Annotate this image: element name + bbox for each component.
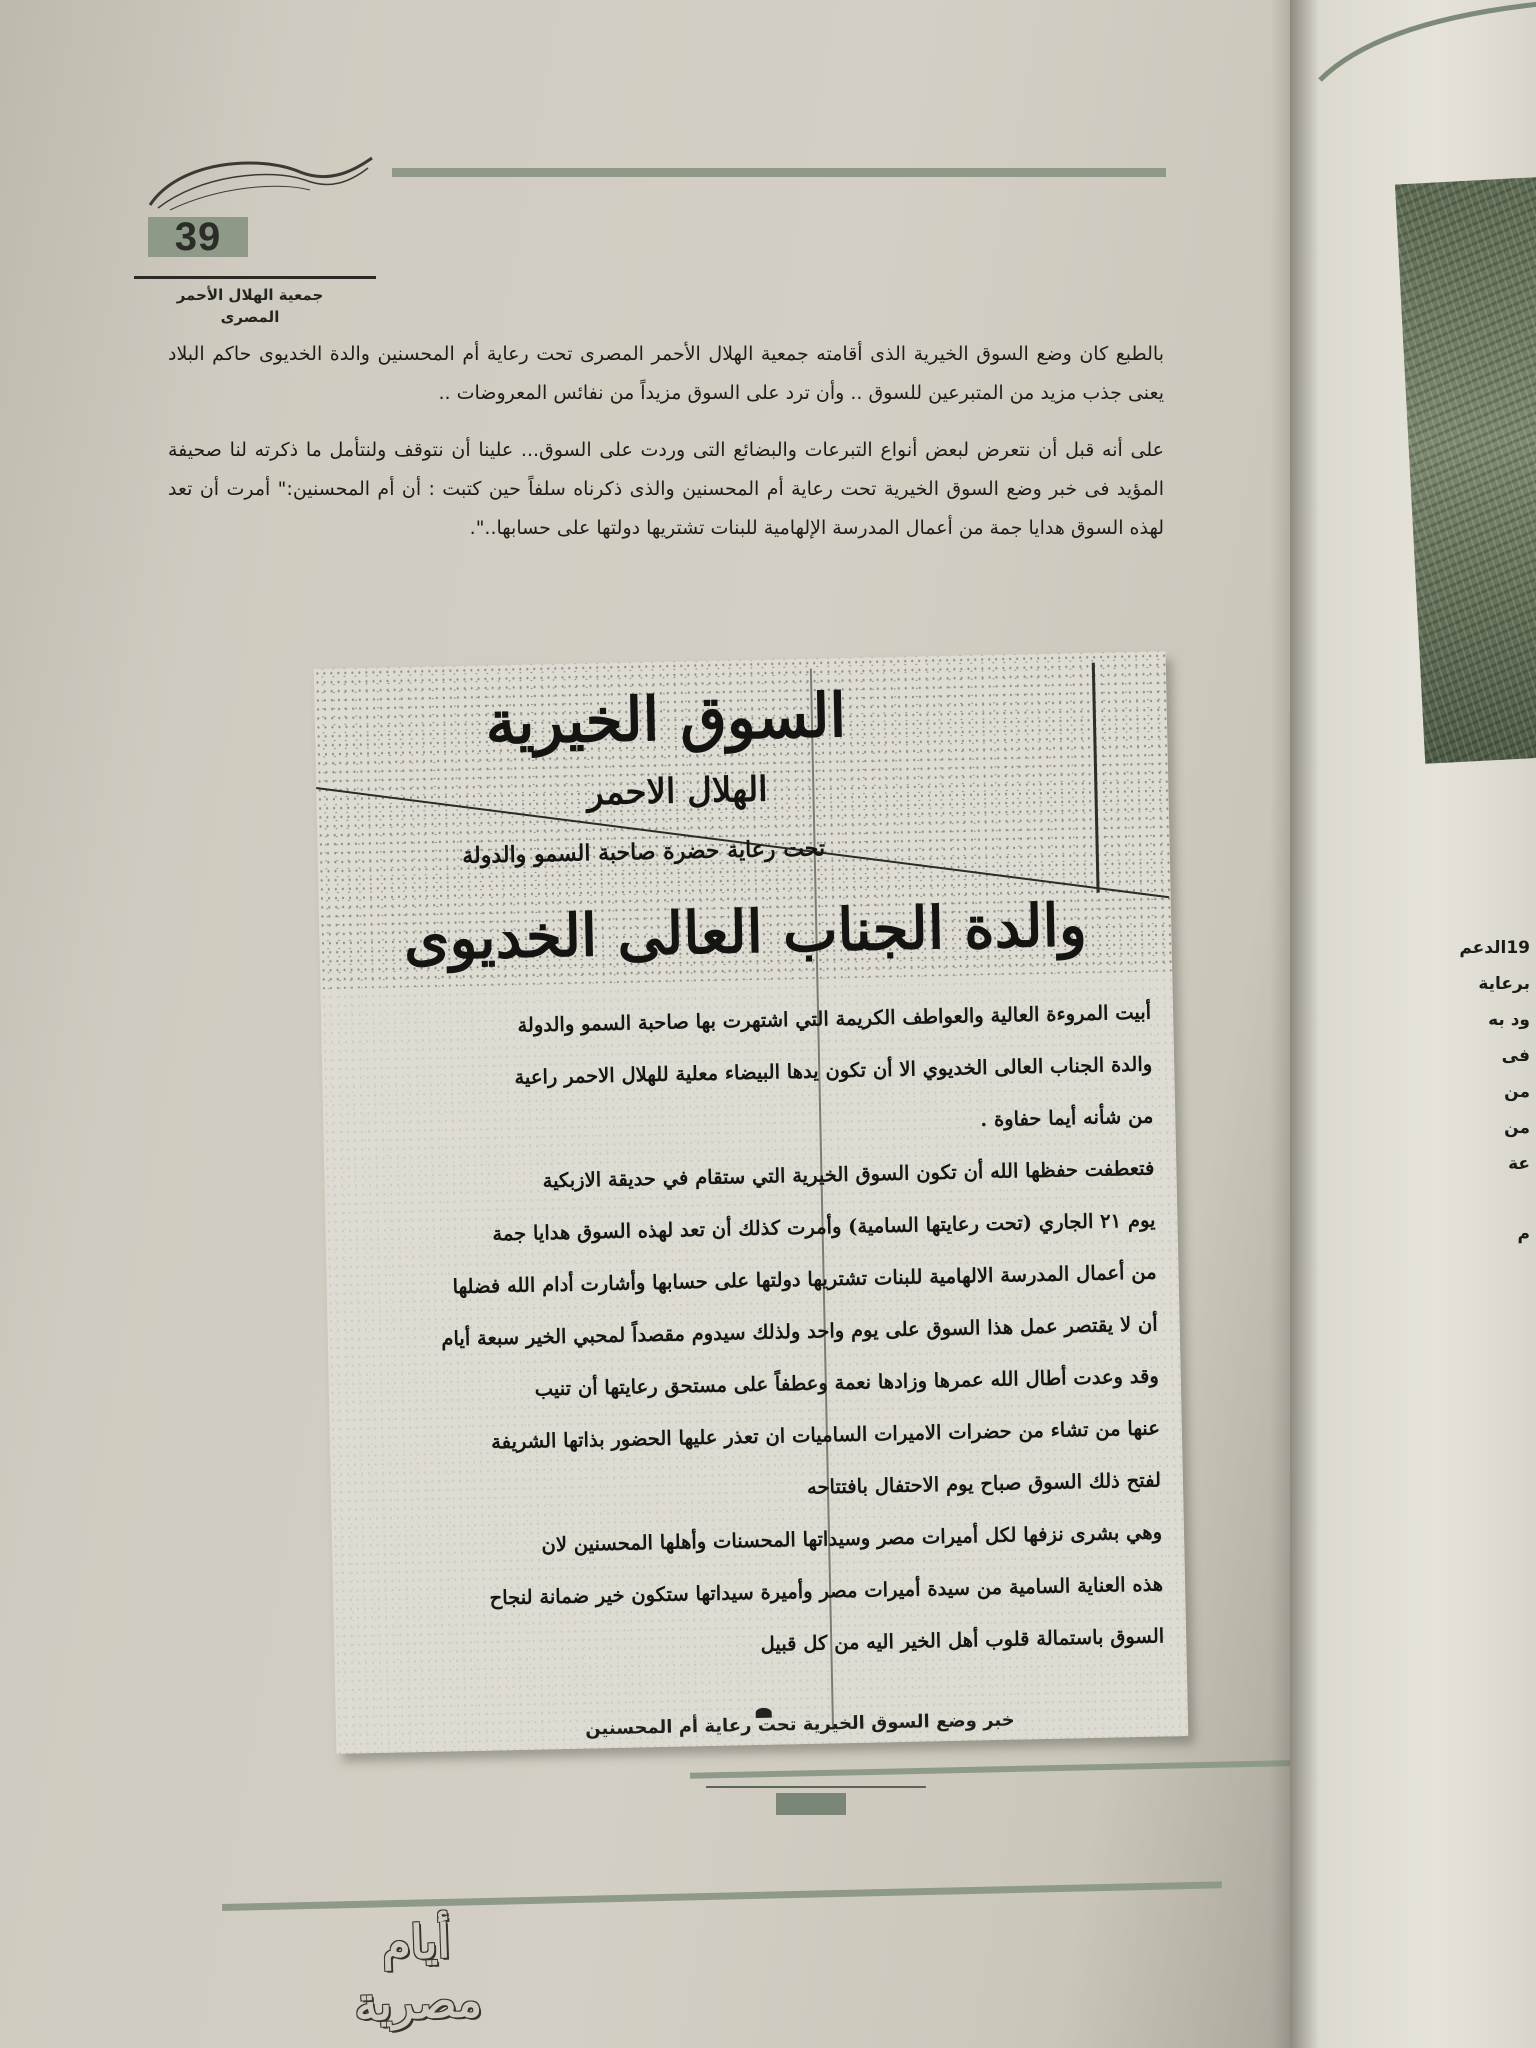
right-page-line: من	[1504, 1118, 1530, 1138]
right-page-text	[1440, 930, 1530, 1252]
right-page-line: فى	[1501, 1046, 1530, 1066]
clipping-line: من شأنه أيما حفاوة .	[980, 1104, 1154, 1132]
header-rule	[392, 168, 1166, 177]
caption-underline	[706, 1786, 926, 1788]
clipping-line: أبيت المروءة العالية والعواطف الكريمة التي اشتهرت بها صاحبة السمو والدولة	[517, 1000, 1152, 1037]
clipping-line: لفتح ذلك السوق صباح يوم الاحتفال بافتتاحه	[806, 1468, 1162, 1499]
body-text	[168, 335, 1164, 548]
section-name: جمعية الهلال الأحمر المصرى	[176, 286, 324, 326]
right-page-line: من	[1504, 1082, 1530, 1102]
image-caption: خبر وضع السوق الخيرية تحت رعاية أم المحسنين	[585, 1709, 1015, 1740]
clipping-line: فتعطفت حفظها الله أن تكون السوق الخيرية التي ستقام في حديقة الازبكية	[542, 1156, 1155, 1193]
body-paragraph: بالطبع كان وضع السوق الخيرية الذى أقامته جمعية الهلال الأحمر المصرى تحت رعاية أم المحسنين والدة الخديوى حاكم البلاد يعنى جذب مزيد من المتبرعين للسوق .. وأن ترد على السوق مزيداً من نفائس المعروضات ..	[168, 343, 1164, 404]
newspaper-clipping	[314, 651, 1189, 1754]
header-ornament-icon	[140, 150, 380, 220]
clipping-line: من أعمال المدرسة الالهامية للبنات تشتريها دولتها على حسابها وأشارت أدام الله فضلها	[452, 1260, 1157, 1299]
page-number: 39	[148, 217, 248, 257]
clipping-title: السوق الخيرية	[484, 680, 847, 759]
clipping-line: عنها من تشاء من حضرات الاميرات الساميات ان تعذر عليها الحضور بذاتها الشريفة	[490, 1416, 1161, 1454]
clipping-line: أن لا يقتصر عمل هذا السوق على يوم واحد ولذلك سيدوم مقصداً لمحبي الخير سبعة أيام	[441, 1312, 1158, 1351]
right-page-line: م	[1517, 1224, 1530, 1244]
caption-box	[776, 1793, 846, 1815]
clipping-line: والدة الجناب العالى الخديوي الا أن تكون يدها البيضاء معلية للهلال الاحمر راعية	[514, 1052, 1153, 1089]
footer-rule	[222, 1881, 1222, 1911]
right-page-photo	[1395, 176, 1536, 764]
clipping-line: وقد وعدت أطال الله عمرها وزادها نعمة وعطفاً على مستحق رعايتها أن تنيب	[534, 1364, 1159, 1401]
header-underline	[134, 276, 376, 279]
right-page-line: ود به	[1488, 1010, 1530, 1030]
clipping-line: يوم ٢١ الجاري (تحت رعايتها السامية) وأمرت كذلك أن تعد لهذه السوق هدايا جمة	[492, 1208, 1156, 1246]
clipping-line: هذه العناية السامية من سيدة أميرات مصر وأميرة سيداتها ستكون خير ضمانة لنجاح	[489, 1572, 1164, 1610]
right-page-line: 19الدعم	[1459, 938, 1530, 958]
clipping-subtitle: الهلال الاحمر	[586, 769, 769, 814]
clipping-headline: والدة الجناب العالى الخديوى	[403, 890, 1088, 974]
clipping-patronage: تحت رعاية حضرة صاحبة السمو والدولة	[461, 835, 826, 869]
clipping-body	[343, 987, 1165, 1680]
caption-rule	[690, 1759, 1335, 1779]
right-page-line: برعاية	[1478, 974, 1530, 994]
clipping-line: وهي بشرى نزفها لكل أميرات مصر وسيداتها المحسنات وأهلها المحسنين لان	[541, 1520, 1163, 1557]
body-paragraph: على أنه قبل أن نتعرض لبعض أنواع التبرعات والبضائع التى وردت على السوق... علينا أن نتوقف ولنتأمل ما ذكرته لنا صحيفة المؤيد فى خبر وضع السوق الخيرية تحت رعاية أم المحسنين والذى ذكرناه سلفاً حين كتبت : أن أم المحسنين:" أمرت أن تعد لهذه السوق هدايا جمة من أعمال المدرسة الإلهامية للبنات تشتريها دولتها على حسابها..".	[168, 439, 1164, 539]
right-page	[1290, 0, 1536, 2048]
magazine-logo: أيام مصرية	[353, 1913, 483, 2032]
clipping-line: السوق باستمالة قلوب أهل الخير اليه من كل قبيل	[760, 1624, 1165, 1656]
right-page-line: عة	[1508, 1154, 1530, 1174]
right-page-ornament-icon	[1310, 0, 1536, 90]
